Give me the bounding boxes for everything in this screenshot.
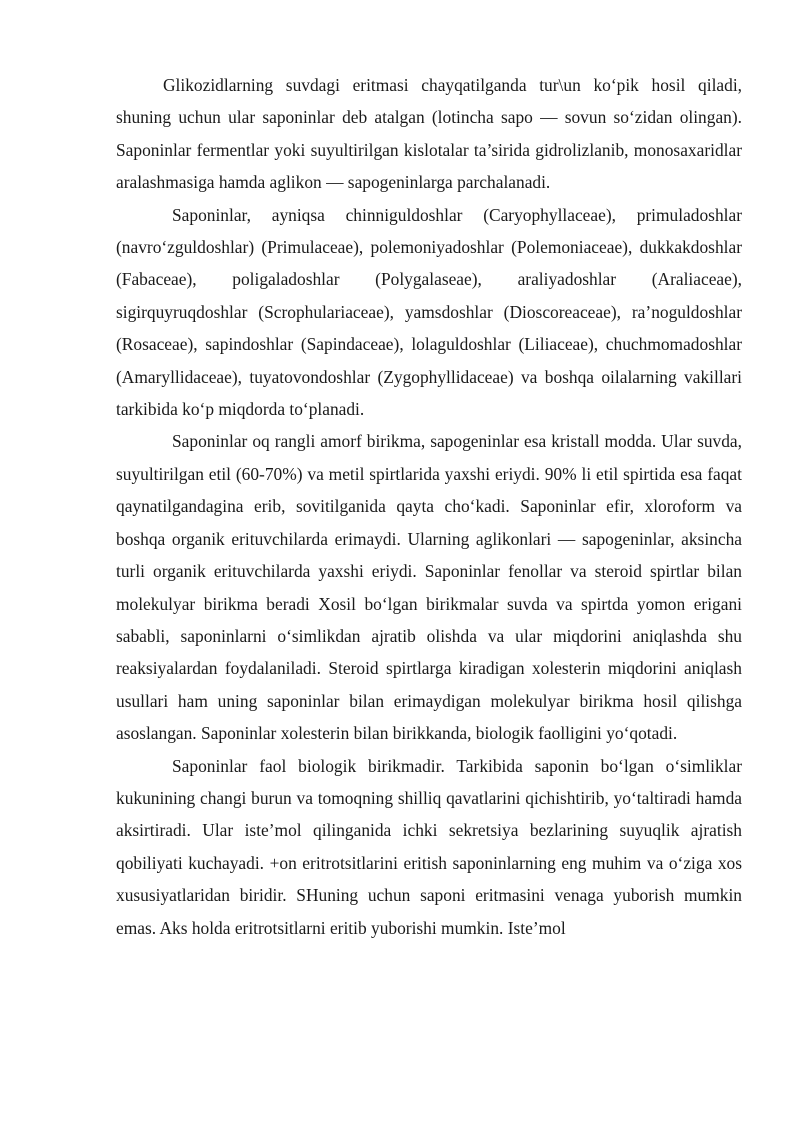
paragraph-biological-activity: Saponinlar faol biologik birikmadir. Tarkibida saponin bo‘lgan o‘simliklar kukunining changi burun va tomoqning shilliq qavatlarini qichishtirib, yo‘taltiradi hamda aksirtiradi. Ular iste’mol qilinganida ichki sekretsiya bezlarining suyuqlik ajratish qobiliyati kuchayadi. +on eritrotsitlarini eritish saponinlarning eng muhim va o‘ziga xos xususiyatlaridan biridir. SHuning uchun saponi eritmasini venaga yuborish mumkin emas. Aks holda eritrotsitlarni eritib yuborishi mumkin. Iste’mol <box>116 755 742 938</box>
paragraph-saponin-definition: Glikozidlarning suvdagi eritmasi chayqatilganda tur\un ko‘pik hosil qiladi, shuning uchun ular saponinlar deb atalgan (lotincha sapo — sovun so‘zidan olingan). Saponinlar fermentlar yoki suyultirilgan kislotalar ta’sirida gidrolizlanib, monosaxaridlar aralashmasiga hamda aglikon — sapogeninlarga parchalanadi. <box>116 75 742 193</box>
paragraph-physical-properties: Saponinlar oq rangli amorf birikma, sapogeninlar esa kristall modda. Ular suvda, suyultirilgan etil (60-70%) va metil spirtlarida yaxshi eriydi. 90% li etil spirtida esa faqat qaynatilgandagina erib, sovitilganida qayta cho‘kadi. Saponinlar efir, xloroform va boshqa organik erituvchilarda erimaydi. Ularning aglikonlari — sapogeninlar, aksincha turli organik erituvchilarda yaxshi eriydi. Saponinlar fenollar va steroid spirtlar bilan molekulyar birikma beradi Xosil bo‘lgan birikmalar suvda va spirtda yomon erigani sababli, saponinlarni o‘simlikdan ajratib olishda va ular miqdorini aniqlashda shu reaksiyalardan foydalaniladi. Steroid spirtlarga kiradigan xolesterin miqdorini aniqlash usullari ham uning saponinlar bilan erimaydigan molekulyar birikma hosil qilishga asoslangan. Saponinlar xolesterin bilan birikkanda, biologik faolligini yo‘qotadi. <box>116 431 742 744</box>
paragraph-plant-families: Saponinlar, ayniqsa chinniguldoshlar (Caryophyllaceae), primuladoshlar (navro‘zguldoshlar) (Primulaceae), polemoniyadoshlar (Polemoniaceae), dukkakdoshlar (Fabaceae), poligaladoshlar (Polygalaseae), araliyadoshlar (Araliaceae), sigirquyruqdoshlar (Scrophulariaceae), yamsdoshlar (Dioscoreaceae), ra’noguldoshlar (Rosaceae), sapindoshlar (Sapindaceae), lolaguldoshlar (Liliaceae), chuchmomadoshlar (Amaryllidaceae), tuyatovondoshlar (Zygophyllidaceae) va boshqa oilalarning vakillari tarkibida ko‘p miqdorda to‘planadi. <box>116 204 742 420</box>
document-page <box>116 69 742 944</box>
